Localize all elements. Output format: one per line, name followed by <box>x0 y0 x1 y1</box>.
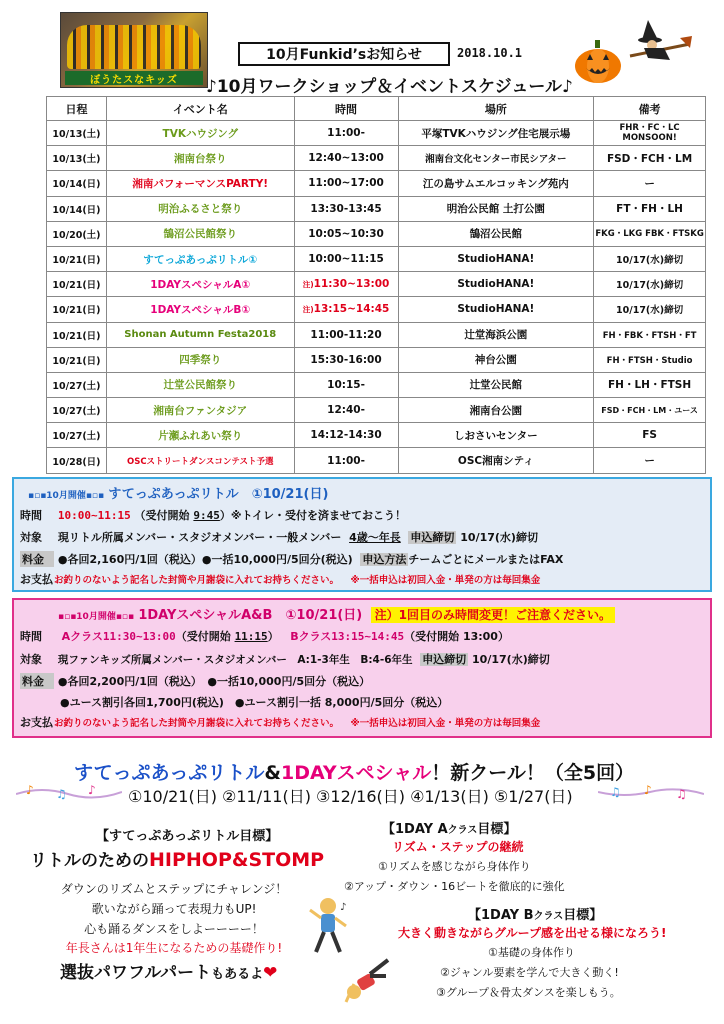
little-method-value: チームごとにメールまたはFAX <box>408 553 564 566</box>
row-note: FH・LH・FTSH <box>594 372 706 397</box>
row-place: 平塚TVKハウジング住宅展示場 <box>398 121 594 146</box>
little-goal-red-line: 年長さんは1年生になるための基礎作り! <box>65 941 283 955</box>
oneday-info-box <box>12 598 712 738</box>
oneday-target-value: 現ファンキッズ所属メンバー・スタジオメンバー A:1-3年生 B:4-6年生 <box>57 654 413 666</box>
little-goal-title: 【すてっぷあっぷリトル目標】 <box>96 829 279 844</box>
row-time: 12:40- <box>294 398 398 423</box>
little-goal-line: ダウンのリズムとステップにチャレンジ！ <box>60 882 288 896</box>
little-reception-label: （受付開始 <box>134 509 194 522</box>
group-photo <box>60 12 208 88</box>
table-row <box>47 347 706 372</box>
row-time: 10:00~11:15 <box>294 246 398 271</box>
time-warning-prefix: 注) <box>302 305 314 315</box>
oneday-b-label: Bクラス <box>290 630 332 643</box>
issue-date: 2018.10.1 <box>457 46 523 60</box>
row-date: 10/14(日) <box>47 171 107 196</box>
row-date: 10/21(日) <box>47 297 107 322</box>
row-place: 辻堂公民館 <box>398 372 594 397</box>
row-date: 10/27(土) <box>47 423 107 448</box>
row-event: 片瀬ふれあい祭り <box>106 423 294 448</box>
row-date: 10/21(日) <box>47 322 107 347</box>
little-fee-label: 料金 <box>20 551 54 567</box>
a-goal-highlight: リズム・ステップの継続 <box>392 840 524 854</box>
little-pay-label: お支払 <box>20 573 53 586</box>
little-deadline-value: 10/17(水)締切 <box>460 531 538 544</box>
row-event: 1DAYスペシャルB① <box>106 297 294 322</box>
course-name-oneday: 1DAYスペシャル <box>280 762 432 784</box>
row-note: FSD・FCH・LM <box>594 146 706 171</box>
oneday-head-small: ▪▫▪10月開催▪▫▪ <box>58 612 135 622</box>
b-goal-title-class: クラス <box>533 911 564 922</box>
little-goal-last-b: もあるよ <box>211 967 264 982</box>
col-note-header: 備考 <box>594 97 706 121</box>
oneday-pay-note: ※一括申込は初回入金・単発の方は毎回集金 <box>350 718 541 729</box>
row-time <box>294 272 398 297</box>
svg-text:♫: ♫ <box>676 787 687 801</box>
svg-text:♪: ♪ <box>88 783 96 797</box>
little-reception-note: ）※トイレ・受付を済ませておこう！ <box>219 509 407 522</box>
little-goal-sub-b: HIPHOP&STOMP <box>149 849 325 871</box>
oneday-pay-value: お釣りのないよう記名した封筒や月謝袋に入れてお持ちください。 <box>54 718 340 729</box>
row-time <box>294 297 398 322</box>
row-time: 11:00- <box>294 448 398 473</box>
oneday-time-label: 時間 <box>20 630 42 643</box>
svg-text:♪: ♪ <box>644 783 652 797</box>
schedule-table <box>46 96 706 474</box>
little-head-small: ▪▫▪10月開催▪▫▪ <box>28 491 105 501</box>
little-info-box <box>12 477 712 592</box>
schedule-subtitle: ♪10月ワークショップ＆イベントスケジュール♪ <box>206 77 573 97</box>
little-goal-line: 心も踊るダンスをしよーーーー！ <box>84 922 264 936</box>
table-row <box>47 196 706 221</box>
little-box-heading <box>28 483 328 502</box>
little-fee-value: ●各回2,160円/1回（税込）●一括10,000円/5回分(税込) <box>57 553 353 566</box>
table-row <box>47 246 706 271</box>
row-place: 江の島サムエルコッキング苑内 <box>398 171 594 196</box>
row-place: 湘南台公園 <box>398 398 594 423</box>
little-pay-value: お釣りのないよう記名した封筒や月謝袋に入れてお持ちください。 <box>54 575 340 586</box>
row-note: FS <box>594 423 706 448</box>
row-time: 14:12-14:30 <box>294 423 398 448</box>
row-date: 10/13(土) <box>47 146 107 171</box>
a-goal-title-a: 【1DAY A <box>382 822 448 837</box>
oneday-deadline-value: 10/17(水)締切 <box>472 653 550 666</box>
little-time-label: 時間 <box>20 509 42 522</box>
table-row <box>47 146 706 171</box>
new-course-heading <box>74 758 634 785</box>
row-event: TVKハウジング <box>106 121 294 146</box>
oneday-b-time: 13:15~14:45 <box>331 630 405 643</box>
table-row <box>47 448 706 473</box>
oneday-fee-value: ●各回2,200円/1回（税込） ●一括10,000円/5回分（税込） <box>57 675 371 688</box>
svg-text:♫: ♫ <box>56 787 67 801</box>
table-header-row <box>47 97 706 121</box>
oneday-pay-label: お支払 <box>20 716 53 729</box>
oneday-a-time: 11:30~13:00 <box>102 630 176 643</box>
row-note: 10/17(水)締切 <box>594 272 706 297</box>
row-note: FH・FBK・FTSH・FT <box>594 322 706 347</box>
row-date: 10/27(土) <box>47 398 107 423</box>
little-target-row <box>20 529 538 545</box>
table-row <box>47 121 706 146</box>
row-time-value: 11:30~13:00 <box>313 278 390 291</box>
col-date-header: 日程 <box>47 97 107 121</box>
row-date: 10/20(土) <box>47 221 107 246</box>
oneday-box-heading <box>58 604 615 623</box>
row-date: 10/14(日) <box>47 196 107 221</box>
row-time-value: 13:15~14:45 <box>313 303 390 316</box>
row-event: OSCストリートダンスコンテスト予選 <box>106 448 294 473</box>
little-goal-last <box>60 958 277 983</box>
course-suffix: ！新クール！（全5回） <box>431 762 635 784</box>
b-goal-highlight: 大きく動きながらグループ感を出せる様になろう! <box>398 926 667 940</box>
course-ampersand: & <box>264 762 281 784</box>
oneday-target-label: 対象 <box>20 653 42 666</box>
row-date: 10/21(日) <box>47 246 107 271</box>
a-goal-line: ②アップ・ダウン・16ビートを徹底的に強化 <box>344 880 565 893</box>
photo-banner: ぼうたスなキッズ <box>65 71 203 85</box>
svg-text:♪: ♪ <box>26 783 34 797</box>
oneday-a-reception-end: ） <box>267 630 279 643</box>
b-goal-line: ①基礎の身体作り <box>488 946 575 959</box>
oneday-time-row <box>20 628 509 644</box>
row-date: 10/27(土) <box>47 372 107 397</box>
row-time: 10:05~10:30 <box>294 221 398 246</box>
a-goal-title-class: クラス <box>447 825 478 836</box>
row-place: StudioHANA! <box>398 272 594 297</box>
oneday-head-big: 1DAYスペシャルA&B ①10/21(日) <box>138 608 363 623</box>
little-head-big: すてっぷあっぷリトル ①10/21(日) <box>108 487 329 502</box>
row-note: 10/17(水)締切 <box>594 297 706 322</box>
table-row <box>47 297 706 322</box>
row-place: 辻堂海浜公園 <box>398 322 594 347</box>
little-target-label: 対象 <box>20 531 42 544</box>
col-event-header: イベント名 <box>106 97 294 121</box>
oneday-youth-value: ●ユース割引各回1,700円(税込) ●ユース割引一括 8,000円/5回分（税込） <box>60 696 449 709</box>
table-row <box>47 423 706 448</box>
time-warning-prefix: 注) <box>302 280 314 290</box>
row-event: 湘南台祭り <box>106 146 294 171</box>
table-row <box>47 171 706 196</box>
row-time: 11:00~17:00 <box>294 171 398 196</box>
row-date: 10/21(日) <box>47 272 107 297</box>
col-place-header: 場所 <box>398 97 594 121</box>
row-place: OSC湘南シティ <box>398 448 594 473</box>
row-event: すてっぷあっぷリトル① <box>106 246 294 271</box>
row-time: 13:30-13:45 <box>294 196 398 221</box>
row-place: 湘南台文化センター市民シアター <box>398 146 594 171</box>
row-note: FKG・LKG FBK・FTSKG <box>594 221 706 246</box>
music-notes-icon <box>598 782 704 802</box>
row-place: 神台公園 <box>398 347 594 372</box>
little-pay-row <box>20 571 540 587</box>
little-deadline-label: 申込締切 <box>410 531 455 544</box>
row-event: 1DAYスペシャルA① <box>106 272 294 297</box>
oneday-b-reception: （受付開始 13:00） <box>404 630 509 643</box>
little-goal-last-a: 選抜パワフルパート <box>60 963 212 983</box>
b-goal-title-b: 目標】 <box>563 908 603 923</box>
b-goal-line: ②ジャンル要素を学んで大きく動く! <box>440 966 619 979</box>
table-row <box>47 272 706 297</box>
oneday-youth-row <box>60 694 448 710</box>
row-date: 10/21(日) <box>47 347 107 372</box>
course-dates: ①10/21(日) ②11/11(日) ③12/16(日) ④1/13(日) ⑤1/27(日) <box>128 787 573 806</box>
little-time-value: 10:00~11:15 <box>57 509 131 522</box>
course-name-little: すてっぷあっぷリトル <box>74 762 265 784</box>
table-row <box>47 221 706 246</box>
row-place: しおさいセンター <box>398 423 594 448</box>
music-notes-icon <box>16 782 122 802</box>
row-place: StudioHANA! <box>398 297 594 322</box>
row-note: FH・FTSH・Studio <box>594 347 706 372</box>
pumpkin-icon <box>574 40 622 84</box>
oneday-a-reception-label: （受付開始 <box>175 630 235 643</box>
a-goal-line: ①リズムを感じながら身体作り <box>378 860 531 873</box>
heart-icon: ❤ <box>263 963 278 983</box>
row-time: 11:00- <box>294 121 398 146</box>
oneday-pay-row <box>20 714 540 730</box>
row-event: 明治ふるさと祭り <box>106 196 294 221</box>
dancer-illustration-icon <box>306 896 350 956</box>
row-place: 鵠沼公民館 <box>398 221 594 246</box>
little-pay-note: ※一括申込は初回入金・単発の方は毎回集金 <box>350 575 541 586</box>
row-date: 10/13(土) <box>47 121 107 146</box>
row-time: 12:40~13:00 <box>294 146 398 171</box>
b-goal-line: ③グループ＆骨太ダンスを楽しもう。 <box>436 986 621 999</box>
svg-text:♪: ♪ <box>340 902 347 913</box>
row-event: 鵠沼公民館祭り <box>106 221 294 246</box>
little-goal-line: 歌いながら踊って表現力もUP! <box>91 902 257 916</box>
a-goal-title-b: 目標】 <box>477 822 517 837</box>
b-goal-title-a: 【1DAY B <box>468 908 534 923</box>
witch-icon <box>628 16 694 66</box>
b-goal-title <box>468 904 602 923</box>
little-fee-row <box>20 551 563 567</box>
oneday-fee-label: 料金 <box>20 673 54 689</box>
col-time-header: 時間 <box>294 97 398 121</box>
little-target-value: 現リトル所属メンバー・スタジオメンバー・一般メンバー <box>57 531 342 544</box>
oneday-a-label: Aクラス <box>61 630 103 643</box>
svg-text:♫: ♫ <box>610 785 621 799</box>
row-event: 湘南パフォーマンスPARTY! <box>106 171 294 196</box>
row-time: 15:30-16:00 <box>294 347 398 372</box>
row-time: 11:00-11:20 <box>294 322 398 347</box>
table-row <box>47 372 706 397</box>
oneday-a-reception-time: 11:15 <box>234 630 268 643</box>
row-place: StudioHANA! <box>398 246 594 271</box>
row-note: FT・FH・LH <box>594 196 706 221</box>
little-goal-subtitle <box>30 846 324 871</box>
oneday-fee-row <box>20 673 370 689</box>
row-event: 辻堂公民館祭り <box>106 372 294 397</box>
page-title: 10月Funkid’sお知らせ <box>238 42 450 66</box>
row-note: ー <box>594 171 706 196</box>
row-note: ー <box>594 448 706 473</box>
dancers-image <box>67 25 201 69</box>
a-goal-title <box>382 818 516 837</box>
row-place: 明治公民館 土打公園 <box>398 196 594 221</box>
table-row <box>47 398 706 423</box>
row-event: 湘南台ファンタジア <box>106 398 294 423</box>
breakdancer-illustration-icon <box>340 954 392 1004</box>
row-event: Shonan Autumn Festa2018 <box>106 322 294 347</box>
row-note: 10/17(水)締切 <box>594 246 706 271</box>
table-row <box>47 322 706 347</box>
oneday-warning: 注）1回目のみ時間変更！ご注意ください。 <box>371 607 615 623</box>
little-time-row <box>20 507 406 523</box>
row-note: FHR・FC・LC MONSOON! <box>594 121 706 146</box>
little-method-label: 申込方法 <box>362 553 407 566</box>
row-date: 10/28(日) <box>47 448 107 473</box>
row-event: 四季祭り <box>106 347 294 372</box>
oneday-target-row <box>20 651 550 667</box>
row-note: FSD・FCH・LM・ユース <box>594 398 706 423</box>
little-target-age: 4歳〜年長 <box>349 531 401 544</box>
little-goal-sub-a: リトルのための <box>30 851 149 871</box>
oneday-deadline-label: 申込締切 <box>422 653 467 666</box>
row-time: 10:15- <box>294 372 398 397</box>
little-reception-time: 9:45 <box>193 509 220 522</box>
